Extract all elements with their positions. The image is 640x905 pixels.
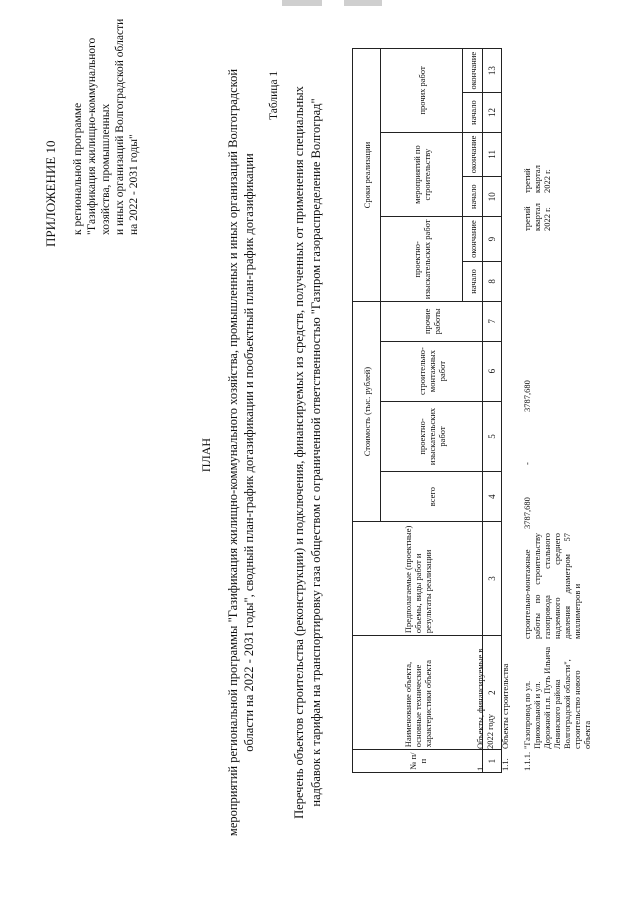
header-start: начало	[463, 177, 483, 217]
col-number: 1	[483, 750, 502, 773]
header-other-terms: прочих работ	[381, 49, 463, 133]
col-number: 2	[483, 636, 502, 750]
row-number: 1.1.	[500, 758, 510, 771]
header-cost-group: Стоимость (тыс. рублей)	[353, 302, 381, 522]
row-number: 1.1.1.	[522, 751, 532, 771]
subtitle-line: Перечень объектов строительства (реконструкции) и подключения, финансируемых из средств, полученных от применения специальных	[292, 86, 306, 819]
row-heading: Объекты строительства	[500, 663, 510, 749]
appendix-title: ПРИЛОЖЕНИЕ 10	[43, 140, 58, 247]
header-design-terms: проектно-изыскательских работ	[381, 217, 463, 302]
cost-construction: 3787,680	[522, 380, 532, 412]
appendix-line: на 2022 - 2031 годы"	[128, 134, 140, 235]
col-number: 5	[483, 401, 502, 472]
col-number: 3	[483, 522, 502, 636]
col-number: 12	[483, 93, 502, 132]
col-number: 8	[483, 261, 502, 301]
col-number: 13	[483, 49, 502, 93]
col-number: 7	[483, 302, 502, 341]
appendix-line: "Газификация жилищно-коммунального	[86, 37, 98, 235]
header-design: проектно-изыскательских работ	[381, 401, 483, 472]
table-label: Таблица 1	[268, 70, 280, 120]
cost-total: 3787,680	[522, 497, 532, 529]
object-scope: строительно-монтажные работы по строительству газопровода стального надземного среднего давления диаметром 57 миллиметров и	[522, 533, 582, 639]
header-end: окончание	[463, 49, 483, 93]
header-name: Наименование объекта, основные технические характеристики объекта	[353, 636, 483, 750]
header-end: окончание	[463, 217, 483, 261]
header-start: начало	[463, 93, 483, 132]
header-other: прочие работы	[381, 302, 483, 341]
object-name: "Газопровод по ул. Приокольной и ул. Дорожной п.п. Путь Ильича Ленинского района Волгоградской области", строительство нового объекта	[522, 646, 592, 749]
header-total: всего	[381, 472, 483, 522]
header-start: начало	[463, 261, 483, 301]
plan-title: ПЛАН	[199, 437, 213, 473]
appendix-line: к региональной программе	[72, 102, 84, 235]
col-number: 9	[483, 217, 502, 261]
col-number: 10	[483, 177, 502, 217]
col-number: 4	[483, 472, 502, 522]
col-number: 11	[483, 132, 502, 176]
header-construction: строительно-монтажных работ	[381, 341, 483, 401]
term-end: третий квартал 2022 г.	[522, 165, 552, 193]
col-number: 6	[483, 341, 502, 401]
cost-design: -	[522, 462, 532, 465]
appendix-line: и иных организаций Волгоградской области	[114, 18, 126, 235]
scan-mark	[344, 0, 382, 6]
appendix-line: хозяйства, промышленных	[100, 103, 112, 235]
header-terms-group: Сроки реализации	[353, 49, 381, 302]
plan-title-line: области на 2022 - 2031 годы", сводный план-график догазификации и пообъектный план-график догазификации	[242, 153, 256, 752]
header-scope: Предполагаемые (проектные) объемы, виды работ и результаты реализации	[353, 522, 483, 636]
row-heading: Объекты, финансируемые в 2022 году	[475, 648, 495, 749]
header-construction-terms: мероприятий по строительству	[381, 132, 463, 217]
term-start: третий квартал 2022 г.	[522, 203, 552, 231]
row-number: 1.	[475, 764, 485, 771]
header-num: № п/п	[353, 750, 483, 773]
header-end: окончание	[463, 132, 483, 176]
plan-title-line: мероприятий региональной программы "Газификация жилищно-коммунального хозяйства, промышленных и иных организаций Волгоградской	[226, 68, 240, 837]
subtitle-line: надбавок к тарифам на транспортировку газа обществом с ограниченной ответственностью "Газпром газораспределение Волгоград"	[309, 98, 323, 807]
